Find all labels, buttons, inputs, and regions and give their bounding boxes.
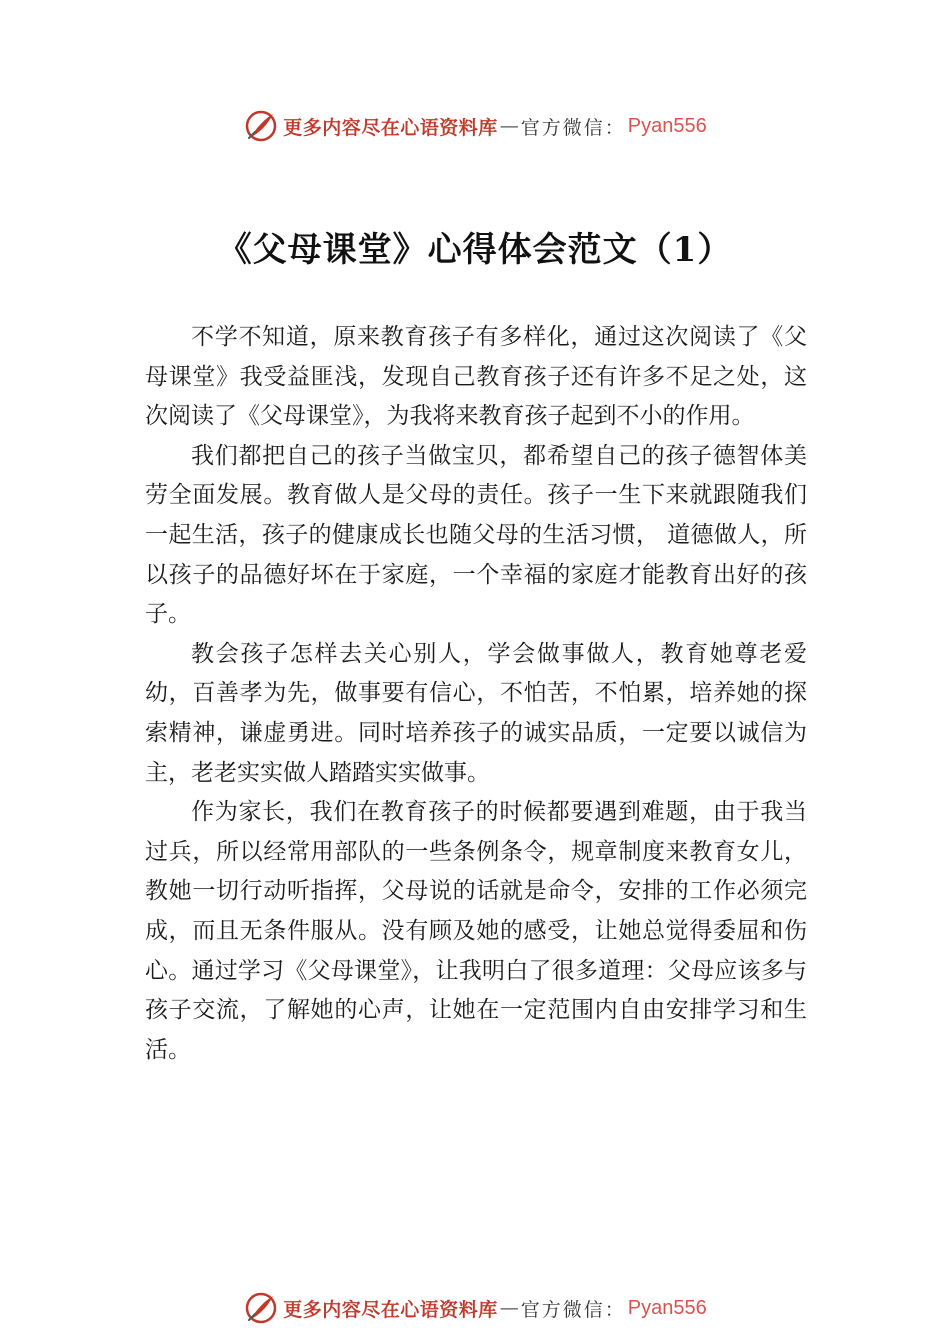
banner-main-text: 更多内容尽在心语资料库 xyxy=(283,1298,498,1321)
paragraph: 教会孩子怎样去关心别人，学会做事做人，教育她尊老爱幼，百善孝为先，做事要有信心，不怕苦，不怕累，培养她的探索精神，谦虚勇进。同时培养孩子的诚实品质，一定要以诚信为主，老老实实做人踏踏实实做事。 xyxy=(145,640,807,786)
banner-label: 官方微信： xyxy=(520,116,626,139)
paragraph: 作为家长，我们在教育孩子的时候都要遇到难题，由于我当过兵，所以经常用部队的一些条例条令，规章制度来教育女儿，教她一切行动听指挥，父母说的话就是命令，安排的工作必须完成，而且无条件服从。没有顾及她的感受，让她总觉得委屈和伤心。通过学习《父母课堂》，让我明白了很多道理：父母应该多与孩子交流，了解她的心声，让她在一定范围内自由安排学习和生活。 xyxy=(145,799,807,1063)
banner-dash: — xyxy=(499,1297,519,1319)
quill-logo-icon xyxy=(243,1290,279,1326)
header-banner xyxy=(0,106,950,146)
banner-wechat-id: Pyan556 xyxy=(627,114,707,137)
document-title: 《父母课堂》心得体会范文（1） xyxy=(217,230,733,270)
banner-dash: — xyxy=(499,115,519,137)
banner-main-text: 更多内容尽在心语资料库 xyxy=(283,116,498,139)
footer-banner xyxy=(0,1288,950,1328)
paragraph: 不学不知道，原来教育孩子有多样化，通过这次阅读了《父母课堂》我受益匪浅，发现自己教育孩子还有许多不足之处，这次阅读了《父母课堂》，为我将来教育孩子起到不小的作用。 xyxy=(145,324,807,430)
banner-label: 官方微信： xyxy=(520,1298,626,1321)
document-body xyxy=(145,318,807,1070)
quill-logo-icon xyxy=(243,108,279,144)
paragraph: 我们都把自己的孩子当做宝贝，都希望自己的孩子德智体美劳全面发展。教育做人是父母的责任。孩子一生下来就跟随我们一起生活，孩子的健康成长也随父母的生活习惯， 道德做人，所以孩子的品德好坏在于家庭，一个幸福的家庭才能教育出好的孩子。 xyxy=(145,442,807,628)
banner-wechat-id: Pyan556 xyxy=(627,1296,707,1319)
